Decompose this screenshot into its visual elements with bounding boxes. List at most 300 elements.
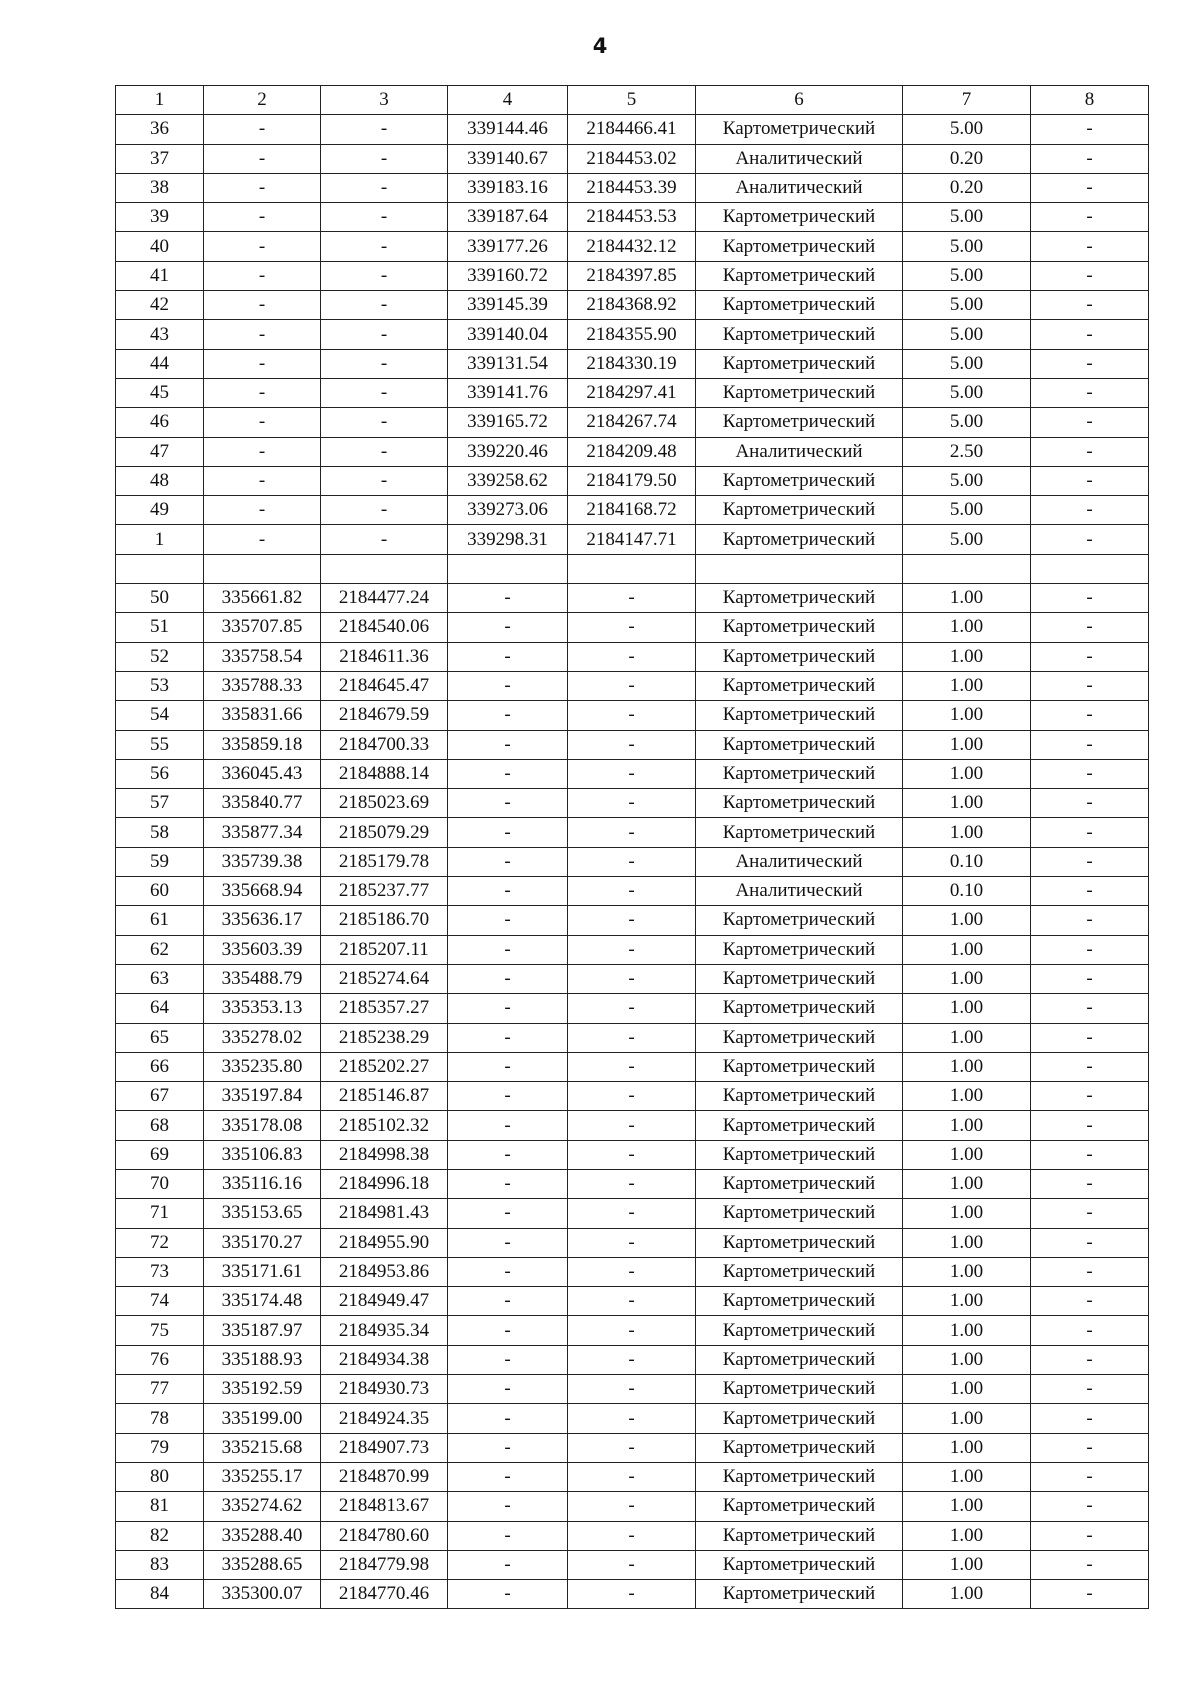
cell-method: Картометрический [696, 906, 903, 935]
cell-description: - [1031, 437, 1149, 466]
cell-x-old: 335488.79 [204, 964, 321, 993]
cell-x-new: - [448, 1082, 568, 1111]
cell-y-new: 2184267.74 [568, 408, 696, 437]
cell-description: - [1031, 1228, 1149, 1257]
cell-x-old: 335170.27 [204, 1228, 321, 1257]
cell-description: - [1031, 935, 1149, 964]
cell-y-old: 2184770.46 [321, 1580, 448, 1609]
table-row [116, 701, 1149, 730]
cell-point-number: 53 [116, 671, 204, 700]
cell-x-new: - [448, 1169, 568, 1198]
cell-x-new: - [448, 584, 568, 613]
cell-accuracy: 1.00 [903, 1228, 1031, 1257]
cell-point-number: 84 [116, 1580, 204, 1609]
cell-y-new: - [568, 1316, 696, 1345]
cell-x-new: 339220.46 [448, 437, 568, 466]
cell-x-old: - [204, 232, 321, 261]
cell-x-old: 335255.17 [204, 1462, 321, 1491]
cell-y-new: - [568, 789, 696, 818]
cell-x-old: 335278.02 [204, 1023, 321, 1052]
cell-point-number: 54 [116, 701, 204, 730]
cell-description: - [1031, 1082, 1149, 1111]
table-row [116, 525, 1149, 554]
cell-point-number: 80 [116, 1462, 204, 1491]
cell-x-new: - [448, 1404, 568, 1433]
cell-point-number: 51 [116, 613, 204, 642]
cell-description: - [1031, 1023, 1149, 1052]
cell-description: - [1031, 701, 1149, 730]
cell-description: - [1031, 1462, 1149, 1491]
cell-y-new: - [568, 730, 696, 759]
cell-y-old: 2185202.27 [321, 1052, 448, 1081]
cell-y-old: - [321, 115, 448, 144]
cell-x-old: 335831.66 [204, 701, 321, 730]
cell-description: - [1031, 906, 1149, 935]
table-row [116, 964, 1149, 993]
cell-description: - [1031, 1140, 1149, 1169]
cell-point-number: 1 [116, 525, 204, 554]
cell-method: Картометрический [696, 1492, 903, 1521]
cell-point-number: 38 [116, 173, 204, 202]
cell-point-number: 79 [116, 1433, 204, 1462]
cell-accuracy: 1.00 [903, 1257, 1031, 1286]
cell-x-old: 335188.93 [204, 1345, 321, 1374]
cell-accuracy: 1.00 [903, 759, 1031, 788]
cell-y-new: - [568, 877, 696, 906]
table-row [116, 1169, 1149, 1198]
cell-point-number: 44 [116, 349, 204, 378]
cell-description: - [1031, 203, 1149, 232]
cell-x-old: - [204, 408, 321, 437]
cell-x-new [448, 554, 568, 583]
cell-description: - [1031, 789, 1149, 818]
cell-x-new: - [448, 935, 568, 964]
cell-method: Картометрический [696, 1257, 903, 1286]
cell-method: Картометрический [696, 232, 903, 261]
cell-method: Картометрический [696, 1550, 903, 1579]
table-row [116, 408, 1149, 437]
cell-accuracy: 5.00 [903, 408, 1031, 437]
cell-y-new: 2184466.41 [568, 115, 696, 144]
table-row [116, 1287, 1149, 1316]
cell-method: Картометрический [696, 818, 903, 847]
cell-description: - [1031, 1580, 1149, 1609]
header-cell-x-new: 4 [448, 86, 568, 115]
cell-y-new [568, 554, 696, 583]
table-row [116, 877, 1149, 906]
cell-y-old: - [321, 408, 448, 437]
cell-description: - [1031, 349, 1149, 378]
table-row [116, 115, 1149, 144]
cell-method: Картометрический [696, 1082, 903, 1111]
table-row [116, 1580, 1149, 1609]
cell-y-old: 2185357.27 [321, 994, 448, 1023]
cell-x-new: - [448, 1228, 568, 1257]
cell-x-new: - [448, 1316, 568, 1345]
cell-y-old: - [321, 203, 448, 232]
cell-y-old: - [321, 525, 448, 554]
cell-x-old: 335187.97 [204, 1316, 321, 1345]
cell-accuracy: 1.00 [903, 1462, 1031, 1491]
cell-accuracy: 5.00 [903, 232, 1031, 261]
table-header-row [116, 86, 1149, 115]
cell-point-number: 50 [116, 584, 204, 613]
cell-point-number: 65 [116, 1023, 204, 1052]
table-row [116, 1199, 1149, 1228]
cell-point-number: 49 [116, 496, 204, 525]
cell-accuracy: 1.00 [903, 1345, 1031, 1374]
cell-description [1031, 554, 1149, 583]
cell-method: Картометрический [696, 935, 903, 964]
cell-y-new: - [568, 1550, 696, 1579]
cell-y-old: 2184935.34 [321, 1316, 448, 1345]
table-row [116, 291, 1149, 320]
cell-method: Картометрический [696, 964, 903, 993]
cell-method: Картометрический [696, 525, 903, 554]
cell-method: Картометрический [696, 1462, 903, 1491]
cell-description: - [1031, 496, 1149, 525]
cell-y-old: - [321, 320, 448, 349]
cell-y-old: 2185207.11 [321, 935, 448, 964]
cell-y-old: - [321, 496, 448, 525]
cell-x-old: 335859.18 [204, 730, 321, 759]
cell-x-new: 339273.06 [448, 496, 568, 525]
cell-x-new: 339141.76 [448, 378, 568, 407]
cell-y-old: 2184953.86 [321, 1257, 448, 1286]
cell-x-new: - [448, 1550, 568, 1579]
table-row [116, 173, 1149, 202]
cell-x-old: - [204, 261, 321, 290]
cell-x-old: 335288.40 [204, 1521, 321, 1550]
cell-y-old: - [321, 232, 448, 261]
cell-y-new: - [568, 759, 696, 788]
cell-x-new: 339131.54 [448, 349, 568, 378]
cell-y-new: - [568, 1580, 696, 1609]
cell-y-old: - [321, 291, 448, 320]
table-row [116, 466, 1149, 495]
cell-y-old: 2185186.70 [321, 906, 448, 935]
cell-y-new: 2184397.85 [568, 261, 696, 290]
cell-accuracy: 1.00 [903, 613, 1031, 642]
table-row [116, 1375, 1149, 1404]
cell-accuracy: 1.00 [903, 730, 1031, 759]
cell-method: Картометрический [696, 261, 903, 290]
cell-x-old: - [204, 466, 321, 495]
cell-y-new: - [568, 935, 696, 964]
table-row [116, 437, 1149, 466]
cell-method: Картометрический [696, 1052, 903, 1081]
cell-x-old: - [204, 378, 321, 407]
cell-y-new: - [568, 1228, 696, 1257]
cell-method: Картометрический [696, 203, 903, 232]
cell-point-number: 41 [116, 261, 204, 290]
table-row [116, 1228, 1149, 1257]
cell-x-old: 335106.83 [204, 1140, 321, 1169]
cell-y-new: - [568, 1404, 696, 1433]
cell-y-old: 2184611.36 [321, 642, 448, 671]
header-cell-point-number: 1 [116, 86, 204, 115]
table-row [116, 1550, 1149, 1579]
cell-y-new: 2184453.02 [568, 144, 696, 173]
cell-description: - [1031, 1550, 1149, 1579]
cell-y-new: - [568, 613, 696, 642]
cell-x-old: - [204, 173, 321, 202]
cell-y-old: 2184996.18 [321, 1169, 448, 1198]
cell-y-old: 2184540.06 [321, 613, 448, 642]
cell-description: - [1031, 466, 1149, 495]
cell-x-old: 335300.07 [204, 1580, 321, 1609]
cell-description: - [1031, 1433, 1149, 1462]
cell-description: - [1031, 173, 1149, 202]
cell-method: Картометрический [696, 1521, 903, 1550]
cell-x-old: 335840.77 [204, 789, 321, 818]
cell-method: Аналитический [696, 877, 903, 906]
cell-x-old: 336045.43 [204, 759, 321, 788]
table-row [116, 584, 1149, 613]
cell-method: Аналитический [696, 437, 903, 466]
cell-accuracy: 5.00 [903, 115, 1031, 144]
cell-description: - [1031, 1052, 1149, 1081]
cell-y-new: - [568, 1375, 696, 1404]
cell-x-new: 339140.67 [448, 144, 568, 173]
cell-y-old: - [321, 349, 448, 378]
cell-accuracy: 1.00 [903, 642, 1031, 671]
cell-description: - [1031, 525, 1149, 554]
cell-y-new: - [568, 642, 696, 671]
cell-x-new: - [448, 789, 568, 818]
cell-x-old: 335174.48 [204, 1287, 321, 1316]
cell-x-new: - [448, 1375, 568, 1404]
cell-point-number: 46 [116, 408, 204, 437]
cell-description: - [1031, 144, 1149, 173]
cell-description: - [1031, 1375, 1149, 1404]
cell-accuracy: 1.00 [903, 1111, 1031, 1140]
cell-x-old: 335235.80 [204, 1052, 321, 1081]
cell-x-new: - [448, 1521, 568, 1550]
cell-method: Картометрический [696, 1433, 903, 1462]
cell-point-number: 71 [116, 1199, 204, 1228]
cell-method: Аналитический [696, 847, 903, 876]
cell-y-new: - [568, 671, 696, 700]
cell-point-number: 75 [116, 1316, 204, 1345]
cell-method: Картометрический [696, 994, 903, 1023]
cell-point-number: 39 [116, 203, 204, 232]
cell-y-new: - [568, 1462, 696, 1491]
cell-y-old: 2185023.69 [321, 789, 448, 818]
cell-x-old: - [204, 203, 321, 232]
cell-y-new: 2184147.71 [568, 525, 696, 554]
cell-x-new: - [448, 1492, 568, 1521]
cell-y-old: 2184930.73 [321, 1375, 448, 1404]
table-row [116, 818, 1149, 847]
table-row [116, 759, 1149, 788]
cell-point-number: 67 [116, 1082, 204, 1111]
table-row [116, 1404, 1149, 1433]
cell-point-number: 78 [116, 1404, 204, 1433]
cell-method [696, 554, 903, 583]
table-row [116, 203, 1149, 232]
cell-point-number: 55 [116, 730, 204, 759]
cell-method: Картометрический [696, 1580, 903, 1609]
cell-description: - [1031, 408, 1149, 437]
cell-accuracy: 1.00 [903, 1580, 1031, 1609]
cell-x-new: - [448, 1111, 568, 1140]
cell-accuracy: 5.00 [903, 466, 1031, 495]
table-row [116, 1082, 1149, 1111]
cell-x-new: 339258.62 [448, 466, 568, 495]
cell-x-new: - [448, 1580, 568, 1609]
cell-accuracy: 1.00 [903, 584, 1031, 613]
cell-x-new: - [448, 1199, 568, 1228]
cell-x-old: 335274.62 [204, 1492, 321, 1521]
cell-y-new: - [568, 584, 696, 613]
cell-y-new: - [568, 1521, 696, 1550]
table-row [116, 1316, 1149, 1345]
cell-y-new: 2184453.39 [568, 173, 696, 202]
cell-description: - [1031, 994, 1149, 1023]
cell-accuracy: 1.00 [903, 964, 1031, 993]
table-row [116, 642, 1149, 671]
cell-method: Картометрический [696, 1111, 903, 1140]
cell-point-number: 77 [116, 1375, 204, 1404]
cell-y-new: - [568, 847, 696, 876]
cell-accuracy: 1.00 [903, 1316, 1031, 1345]
cell-description: - [1031, 1492, 1149, 1521]
cell-y-old: 2184888.14 [321, 759, 448, 788]
cell-method: Картометрический [696, 408, 903, 437]
cell-x-new: - [448, 1287, 568, 1316]
cell-x-new: - [448, 1433, 568, 1462]
table-row [116, 671, 1149, 700]
cell-y-old: 2184949.47 [321, 1287, 448, 1316]
cell-method: Картометрический [696, 1345, 903, 1374]
cell-accuracy: 1.00 [903, 1082, 1031, 1111]
cell-point-number: 76 [116, 1345, 204, 1374]
cell-accuracy: 2.50 [903, 437, 1031, 466]
cell-method: Аналитический [696, 173, 903, 202]
cell-x-old [204, 554, 321, 583]
cell-x-old: 335636.17 [204, 906, 321, 935]
cell-y-new: 2184368.92 [568, 291, 696, 320]
cell-method: Картометрический [696, 1287, 903, 1316]
cell-method: Аналитический [696, 144, 903, 173]
cell-accuracy: 5.00 [903, 496, 1031, 525]
cell-y-old: 2184907.73 [321, 1433, 448, 1462]
cell-y-old: 2184934.38 [321, 1345, 448, 1374]
cell-x-old: 335877.34 [204, 818, 321, 847]
cell-point-number: 70 [116, 1169, 204, 1198]
table-row [116, 935, 1149, 964]
cell-point-number: 61 [116, 906, 204, 935]
cell-description: - [1031, 378, 1149, 407]
cell-x-new: - [448, 1462, 568, 1491]
table-row [116, 1345, 1149, 1374]
cell-description: - [1031, 291, 1149, 320]
cell-x-old: 335353.13 [204, 994, 321, 1023]
cell-accuracy: 5.00 [903, 203, 1031, 232]
cell-y-new: - [568, 994, 696, 1023]
cell-accuracy: 5.00 [903, 320, 1031, 349]
cell-point-number: 74 [116, 1287, 204, 1316]
cell-y-new: - [568, 701, 696, 730]
cell-x-old: - [204, 320, 321, 349]
cell-x-new: - [448, 847, 568, 876]
cell-description: - [1031, 232, 1149, 261]
cell-accuracy: 0.10 [903, 877, 1031, 906]
cell-accuracy: 1.00 [903, 1287, 1031, 1316]
cell-accuracy: 0.10 [903, 847, 1031, 876]
cell-description: - [1031, 1287, 1149, 1316]
cell-x-old: 335758.54 [204, 642, 321, 671]
cell-y-old: 2184779.98 [321, 1550, 448, 1579]
cell-accuracy: 1.00 [903, 1375, 1031, 1404]
table-row [116, 1492, 1149, 1521]
cell-method: Картометрический [696, 378, 903, 407]
cell-x-old: 335288.65 [204, 1550, 321, 1579]
cell-method: Картометрический [696, 1228, 903, 1257]
cell-method: Картометрический [696, 349, 903, 378]
cell-y-old: 2184924.35 [321, 1404, 448, 1433]
cell-y-old: 2185102.32 [321, 1111, 448, 1140]
cell-x-old: 335171.61 [204, 1257, 321, 1286]
cell-y-old: 2184998.38 [321, 1140, 448, 1169]
cell-accuracy: 5.00 [903, 261, 1031, 290]
page-number: 4 [592, 34, 608, 58]
cell-x-new: 339298.31 [448, 525, 568, 554]
cell-description: - [1031, 1257, 1149, 1286]
cell-description: - [1031, 613, 1149, 642]
header-cell-description: 8 [1031, 86, 1149, 115]
cell-point-number: 69 [116, 1140, 204, 1169]
cell-x-new: 339177.26 [448, 232, 568, 261]
cell-x-old: 335668.94 [204, 877, 321, 906]
cell-x-old: 335739.38 [204, 847, 321, 876]
cell-accuracy: 1.00 [903, 1404, 1031, 1433]
cell-description: - [1031, 730, 1149, 759]
cell-point-number: 52 [116, 642, 204, 671]
cell-accuracy: 5.00 [903, 291, 1031, 320]
cell-y-new: - [568, 906, 696, 935]
cell-method: Картометрический [696, 1199, 903, 1228]
cell-method: Картометрический [696, 759, 903, 788]
cell-description: - [1031, 759, 1149, 788]
cell-x-new: - [448, 730, 568, 759]
cell-y-old: - [321, 144, 448, 173]
table-row [116, 1111, 1149, 1140]
cell-description: - [1031, 964, 1149, 993]
cell-method: Картометрический [696, 1023, 903, 1052]
cell-x-new: - [448, 1052, 568, 1081]
cell-description: - [1031, 1345, 1149, 1374]
cell-accuracy: 1.00 [903, 994, 1031, 1023]
cell-y-old: - [321, 437, 448, 466]
cell-y-new: 2184179.50 [568, 466, 696, 495]
cell-y-new: 2184330.19 [568, 349, 696, 378]
cell-x-new: 339140.04 [448, 320, 568, 349]
table-row [116, 144, 1149, 173]
cell-method: Картометрический [696, 789, 903, 818]
cell-accuracy: 1.00 [903, 1169, 1031, 1198]
cell-x-new: - [448, 701, 568, 730]
cell-method: Картометрический [696, 1375, 903, 1404]
table-row [116, 1521, 1149, 1550]
table-row [116, 994, 1149, 1023]
cell-x-old: - [204, 496, 321, 525]
cell-point-number: 36 [116, 115, 204, 144]
cell-accuracy: 1.00 [903, 701, 1031, 730]
cell-accuracy: 1.00 [903, 1140, 1031, 1169]
cell-point-number: 83 [116, 1550, 204, 1579]
